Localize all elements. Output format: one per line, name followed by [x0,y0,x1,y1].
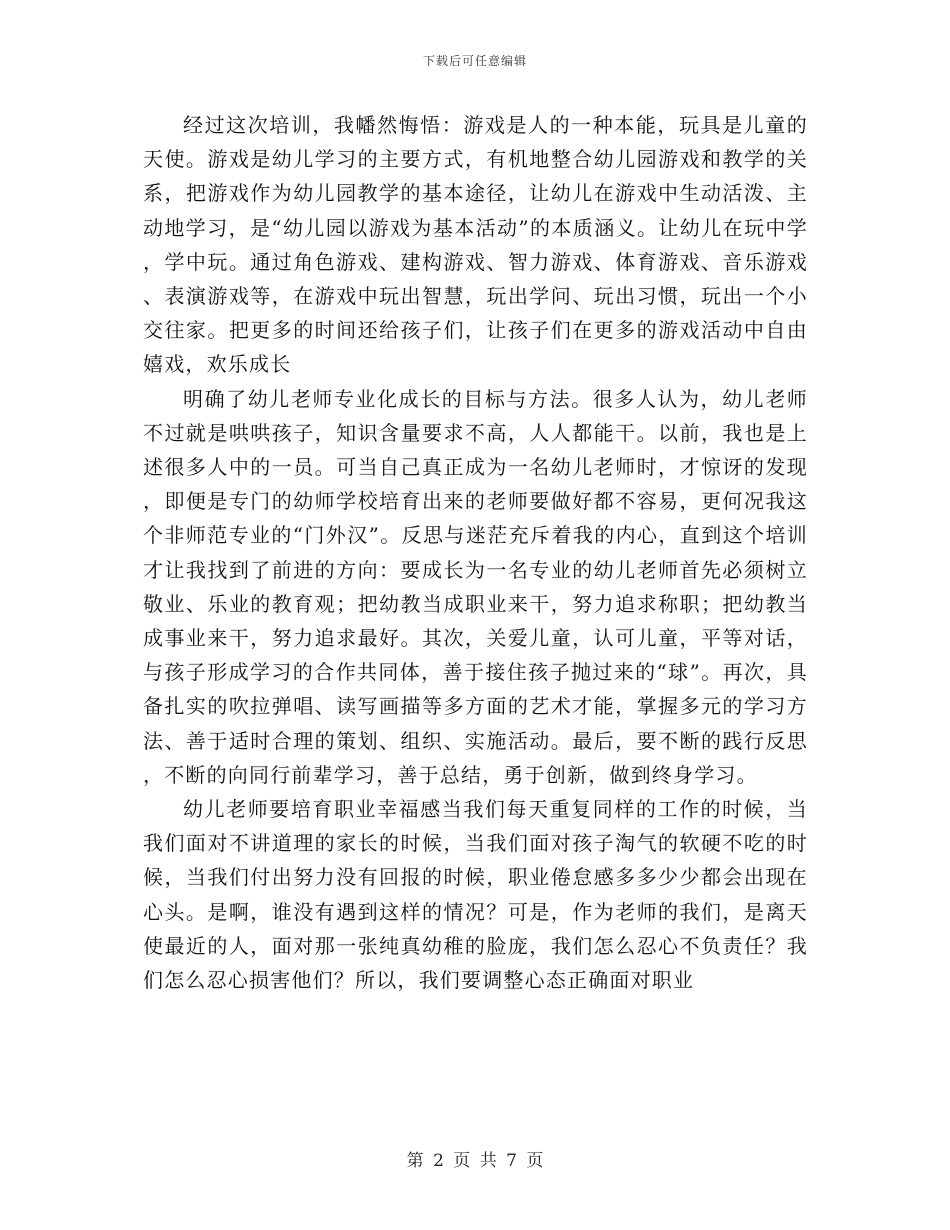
paragraph-3: 幼儿老师要培育职业幸福感当我们每天重复同样的工作的时候，当我们面对不讲道理的家长的时候，当我们面对孩子淘气的软硬不吃的时候，当我们付出努力没有回报的时候，职业倦怠感多多少少都会出现在心头。是啊，谁没有遇到这样的情况？可是，作为老师的我们，是离天使最近的人，面对那一张纯真幼稚的脸庞，我们怎么忍心不负责任？我们怎么忍心损害他们？所以，我们要调整心态正确面对职业 [143,797,808,993]
document-body [143,108,808,997]
page-number-footer: 第 2 页 共 7 页 [406,1151,544,1171]
paragraph-1: 经过这次培训，我幡然悔悟：游戏是人的一种本能，玩具是儿童的天使。游戏是幼儿学习的主要方式，有机地整合幼儿园游戏和教学的关系，把游戏作为幼儿园教学的基本途径，让幼儿在游戏中生动活泼、主动地学习，是“幼儿园以游戏为基本活动”的本质涵义。让幼儿在玩中学，学中玩。通过角色游戏、建构游戏、智力游戏、体育游戏、音乐游戏、表演游戏等，在游戏中玩出智慧，玩出学问、玩出习惯，玩出一个小交往家。把更多的时间还给孩子们，让孩子们在更多的游戏活动中自由嬉戏，欢乐成长 [143,113,808,377]
page-header: 下载后可任意编辑 [422,54,527,68]
paragraph-2: 明确了幼儿老师专业化成长的目标与方法。很多人认为，幼儿老师不过就是哄哄孩子，知识含量要求不高，人人都能干。以前，我也是上述很多人中的一员。可当自己真正成为一名幼儿老师时，才惊讶的发现，即便是专门的幼师学校培育出来的老师要做好都不容易，更何况我这个非师范专业的“门外汉”。反思与迷茫充斥着我的内心，直到这个培训才让我找到了前进的方向：要成长为一名专业的幼儿老师首先必须树立敬业、乐业的教育观；把幼教当成职业来干，努力追求称职；把幼教当成事业来干，努力追求最好。其次，关爱儿童，认可儿童，平等对话，与孩子形成学习的合作共同体，善于接住孩子抛过来的“球”。再次，具备扎实的吹拉弹唱、读写画描等多方面的艺术才能，掌握多元的学习方法、善于适时合理的策划、组织、实施活动。最后，要不断的践行反思，不断的向同行前辈学习，善于总结，勇于创新，做到终身学习。 [143,386,808,787]
